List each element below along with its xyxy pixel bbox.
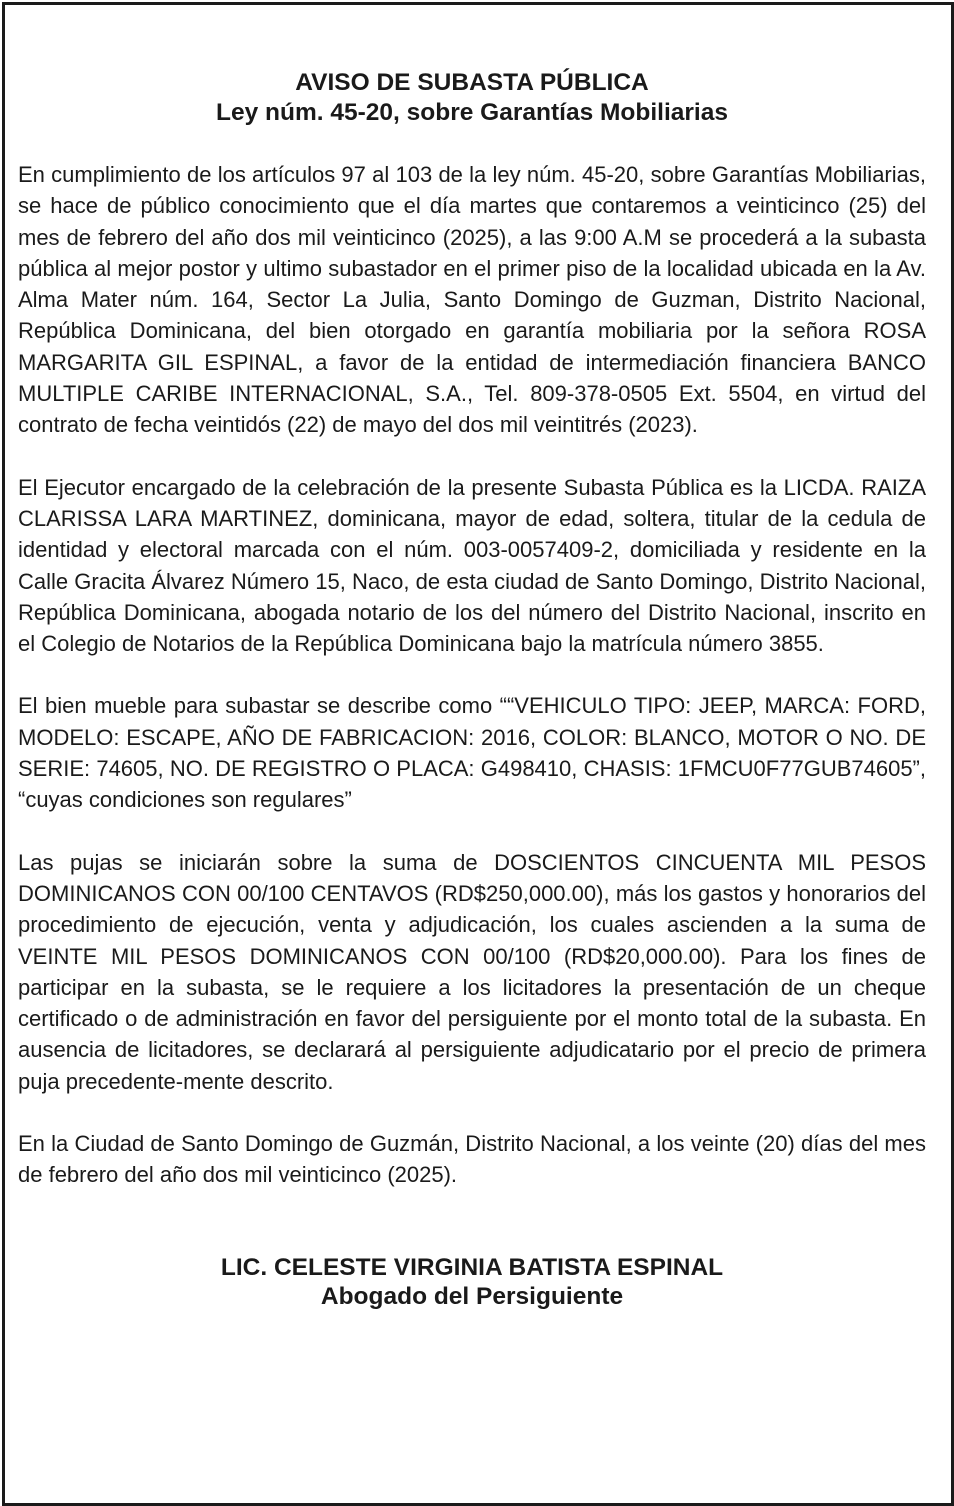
signatory-role: Abogado del Persiguiente <box>320 1282 624 1310</box>
paragraph-bidding-terms: Las pujas se iniciarán sobre la suma de DOSCIENTOS CINCUENTA MIL PESOS DOMINICANOS CON 00/100 CENTAVOS (RD$250,000.00), más los gastos y honorarios del procedimiento de ejecución, venta y adjudicación, los cuales ascienden a la suma de VEINTE MIL PESOS DOMINICANOS CON 00/100 (RD$20,000.00). Para los fines de participar en la subasta, se le requiere a los licitadores la presentación de un cheque certificado o de administración en favor del persiguiente por el monto total de la subasta. En ausencia de licitadores, se declarará al persiguiente adjudicatario por el precio de primera puja precedente-mente descrito. <box>18 849 926 1094</box>
paragraph-vehicle-description: El bien mueble para subastar se describe como ““VEHICULO TIPO: JEEP, MARCA: FORD, MODELO: ESCAPE, AÑO DE FABRICACION: 2016, COLOR: BLANCO, MOTOR O NO. DE SERIE: 74605, NO. DE REGISTRO O PLACA: G498410, CHASIS: 1FMCU0F77GUB74605”, “cuyas condiciones son regulares” <box>18 693 926 813</box>
notice-title: AVISO DE SUBASTA PÚBLICA <box>295 69 649 96</box>
notice-subtitle: Ley núm. 45-20, sobre Garantías Mobiliarias <box>216 99 728 126</box>
auction-notice <box>18 68 926 1311</box>
signature-block <box>18 1253 926 1311</box>
signatory-name: LIC. CELESTE VIRGINIA BATISTA ESPINAL <box>220 1253 724 1281</box>
paragraph-auction-announcement: En cumplimiento de los artículos 97 al 103 de la ley núm. 45-20, sobre Garantías Mobiliarias, se hace de público conocimiento que el día martes que contaremos a veinticinco (25) del mes de febrero del año dos mil veinticinco (2025), a las 9:00 A.M se procederá a la subasta pública al mejor postor y ultimo subastador en el primer piso de la localidad ubicada en la Av. Alma Mater núm. 164, Sector La Julia, Santo Domingo de Guzman, Distrito Nacional, República Dominicana, del bien otorgado en garantía mobiliaria por la señora ROSA MARGARITA GIL ESPINAL, a favor de la entidad de intermediación financiera BANCO MULTIPLE CARIBE INTERNACIONAL, S.A., Tel. 809-378-0505 Ext. 5504, en virtud del contrato de fecha veintidós (22) de mayo del dos mil veintitrés (2023). <box>18 162 926 438</box>
paragraph-place-date: En la Ciudad de Santo Domingo de Guzmán, Distrito Nacional, a los veinte (20) días del mes de febrero del año dos mil veinticinco (2025). <box>18 1131 926 1188</box>
paragraph-executor: El Ejecutor encargado de la celebración de la presente Subasta Pública es la LICDA. RAIZA CLARISSA LARA MARTINEZ, dominicana, mayor de edad, soltera, titular de la cedula de identidad y electoral marcada con el núm. 003-0057409-2, domiciliada y residente en la Calle Gracita Álvarez Número 15, Naco, de esta ciudad de Santo Domingo, Distrito Nacional, República Dominicana, abogada notario de los del número del Distrito Nacional, inscrito en el Colegio de Notarios de la República Dominicana bajo la matrícula número 3855. <box>18 474 926 657</box>
